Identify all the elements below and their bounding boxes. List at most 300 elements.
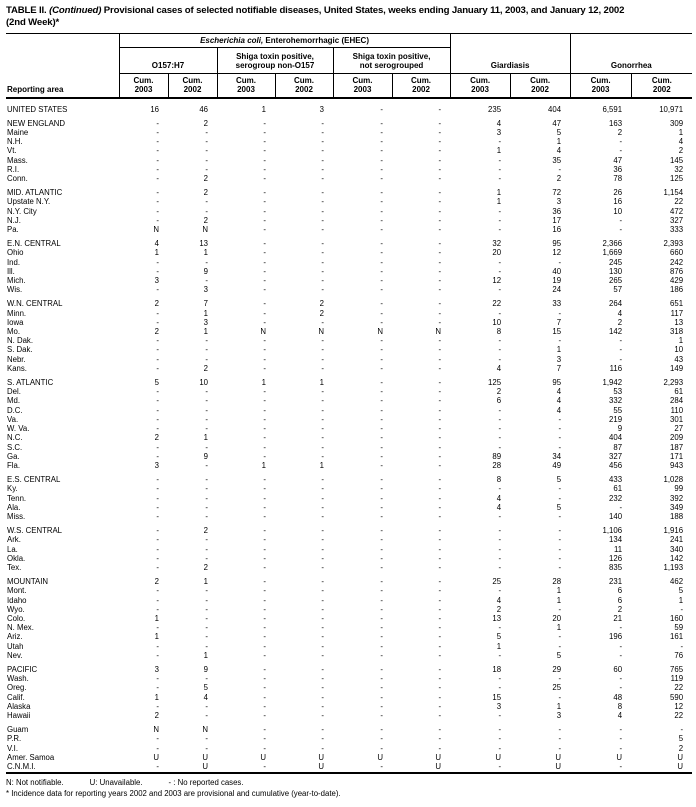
value-cell: - bbox=[380, 225, 383, 235]
value-cell: 25 bbox=[552, 683, 562, 693]
value-cell: - bbox=[498, 562, 502, 572]
value-cell: 2 bbox=[556, 174, 562, 184]
table-row bbox=[6, 299, 692, 308]
value-cell: - bbox=[498, 225, 502, 235]
value-cell: - bbox=[321, 354, 324, 364]
value-cell: - bbox=[558, 743, 562, 753]
value-cell: - bbox=[380, 345, 383, 355]
table-row bbox=[6, 744, 692, 753]
reporting-area-cell: Alaska bbox=[7, 701, 31, 711]
value-cell: 1 bbox=[319, 378, 324, 388]
value-cell: 149 bbox=[670, 363, 684, 373]
reporting-area-cell: N.C. bbox=[7, 433, 23, 443]
value-cell: 2 bbox=[203, 174, 208, 184]
value-cell: - bbox=[263, 155, 266, 165]
table-row bbox=[6, 461, 692, 470]
value-cell: - bbox=[380, 493, 383, 503]
value-cell: - bbox=[438, 683, 442, 693]
value-cell: 145 bbox=[670, 155, 684, 165]
value-cell: - bbox=[498, 553, 502, 563]
value-cell: - bbox=[321, 206, 324, 216]
value-cell: 3 bbox=[319, 104, 324, 114]
subgroup-line1: Shiga toxin positive, bbox=[352, 51, 431, 61]
value-cell: 4 bbox=[496, 493, 502, 503]
value-cell: - bbox=[205, 535, 208, 545]
value-cell: - bbox=[438, 239, 442, 249]
value-cell: - bbox=[380, 692, 383, 702]
value-cell: 2 bbox=[203, 562, 208, 572]
table-row bbox=[6, 216, 692, 225]
value-cell: 4 bbox=[496, 363, 502, 373]
value-cell: - bbox=[438, 475, 442, 485]
value-cell: - bbox=[263, 586, 266, 596]
table-row bbox=[6, 396, 692, 405]
cum-year-header: Cum. 2002 bbox=[631, 73, 692, 98]
table-row bbox=[6, 197, 692, 206]
reporting-area-cell: Conn. bbox=[7, 174, 28, 184]
value-cell: 12 bbox=[552, 248, 562, 258]
value-cell: 12 bbox=[674, 701, 684, 711]
table-row bbox=[6, 258, 692, 267]
value-cell: 6 bbox=[617, 586, 623, 596]
value-cell: - bbox=[498, 285, 502, 295]
value-cell: - bbox=[205, 734, 208, 744]
value-cell: 12 bbox=[492, 276, 502, 286]
value-cell: 6 bbox=[496, 396, 502, 406]
value-cell: U bbox=[275, 762, 333, 773]
value-cell: 9 bbox=[203, 664, 208, 674]
value-cell: 456 bbox=[609, 460, 623, 470]
value-cell: 1 bbox=[556, 345, 562, 355]
table-row bbox=[6, 623, 692, 632]
value-cell: 264 bbox=[609, 299, 623, 309]
value-cell: - bbox=[205, 502, 208, 512]
reporting-area-cell: Mont. bbox=[7, 586, 27, 596]
table-row bbox=[6, 327, 692, 336]
value-cell: - bbox=[380, 405, 383, 415]
value-cell: 21 bbox=[613, 613, 623, 623]
value-cell: 53 bbox=[613, 387, 623, 397]
value-cell: - bbox=[498, 586, 502, 596]
reporting-area-cell: UNITED STATES bbox=[7, 104, 68, 114]
value-cell: - bbox=[263, 276, 266, 286]
value-cell: - bbox=[263, 526, 266, 536]
reporting-area-cell: N.J. bbox=[7, 215, 21, 225]
legend-no-reported-cases: - : No reported cases. bbox=[168, 778, 244, 788]
table-row bbox=[6, 503, 692, 512]
value-cell: - bbox=[156, 553, 159, 563]
value-cell: - bbox=[321, 118, 324, 128]
value-cell: - bbox=[321, 266, 324, 276]
value-cell: 28 bbox=[492, 460, 502, 470]
value-cell: - bbox=[263, 206, 266, 216]
reporting-area-cell: La. bbox=[7, 544, 18, 554]
value-cell: - bbox=[205, 442, 208, 452]
reporting-area-cell: MID. ATLANTIC bbox=[7, 188, 63, 198]
value-cell: - bbox=[438, 484, 442, 494]
value-cell: - bbox=[156, 188, 159, 198]
value-cell: 10,971 bbox=[659, 104, 684, 114]
value-cell: 5 bbox=[496, 632, 502, 642]
value-cell: - bbox=[263, 577, 266, 587]
value-cell: - bbox=[321, 604, 324, 614]
value-cell: U bbox=[495, 752, 502, 762]
value-cell: - bbox=[438, 451, 442, 461]
table-row bbox=[6, 174, 692, 183]
value-cell: - bbox=[619, 725, 623, 735]
value-cell: - bbox=[380, 188, 383, 198]
value-cell: 404 bbox=[609, 433, 623, 443]
legend-not-notifiable: N: Not notifiable. bbox=[6, 778, 64, 788]
value-cell: - bbox=[321, 650, 324, 660]
value-cell: - bbox=[619, 215, 623, 225]
value-cell: - bbox=[498, 544, 502, 554]
value-cell: 1 bbox=[678, 336, 684, 346]
value-cell: - bbox=[321, 683, 324, 693]
value-cell: 765 bbox=[670, 664, 684, 674]
value-cell: - bbox=[321, 734, 324, 744]
value-cell: - bbox=[380, 526, 383, 536]
value-cell: 125 bbox=[670, 174, 684, 184]
reporting-area-cell: Kans. bbox=[7, 363, 27, 373]
value-cell: - bbox=[205, 146, 208, 156]
value-cell: - bbox=[263, 225, 266, 235]
value-cell: 231 bbox=[609, 577, 623, 587]
value-cell: - bbox=[321, 577, 324, 587]
value-cell: U bbox=[435, 752, 442, 762]
table-row bbox=[6, 535, 692, 544]
value-cell: - bbox=[205, 475, 208, 485]
value-cell: 1 bbox=[556, 595, 562, 605]
reporting-area-cell: Colo. bbox=[7, 613, 26, 623]
value-cell: - bbox=[438, 215, 442, 225]
value-cell: 1,028 bbox=[663, 475, 684, 485]
value-cell: 4 bbox=[678, 137, 684, 147]
table-row bbox=[6, 364, 692, 373]
value-cell: - bbox=[156, 650, 159, 660]
value-cell: 43 bbox=[674, 354, 684, 364]
value-cell: - bbox=[156, 674, 159, 684]
value-cell: 2 bbox=[617, 604, 623, 614]
subgroup-line1: Shiga toxin positive, bbox=[236, 51, 314, 61]
value-cell: N bbox=[377, 327, 383, 337]
value-cell: 1 bbox=[203, 650, 208, 660]
legend-unavailable: U: Unavailable. bbox=[89, 778, 143, 788]
value-cell: - bbox=[321, 632, 324, 642]
table-row bbox=[6, 642, 692, 651]
value-cell: - bbox=[380, 424, 383, 434]
value-cell: - bbox=[438, 257, 442, 267]
value-cell: U bbox=[260, 752, 266, 762]
value-cell: 33 bbox=[552, 299, 562, 309]
value-cell: 1 bbox=[203, 248, 208, 258]
value-cell: 433 bbox=[609, 475, 623, 485]
reporting-area-cell: N. Mex. bbox=[7, 623, 34, 633]
value-cell: 13 bbox=[674, 317, 684, 327]
value-cell: - bbox=[380, 396, 383, 406]
value-cell: - bbox=[321, 225, 324, 235]
reporting-area-cell: Md. bbox=[7, 396, 20, 406]
value-cell: - bbox=[263, 174, 266, 184]
value-cell: - bbox=[558, 725, 562, 735]
reporting-area-cell: S. Dak. bbox=[7, 345, 33, 355]
value-cell: - bbox=[205, 276, 208, 286]
value-cell: 660 bbox=[670, 248, 684, 258]
value-cell: - bbox=[498, 405, 502, 415]
value-cell: 59 bbox=[674, 623, 684, 633]
value-cell: 16 bbox=[150, 104, 159, 114]
value-cell: 61 bbox=[674, 387, 684, 397]
value-cell: - bbox=[619, 146, 623, 156]
value-cell: 36 bbox=[613, 164, 623, 174]
value-cell: - bbox=[438, 595, 442, 605]
value-cell: - bbox=[156, 197, 159, 207]
value-cell: - bbox=[619, 683, 623, 693]
value-cell: 140 bbox=[609, 511, 623, 521]
reporting-area-cell: Idaho bbox=[7, 595, 27, 605]
reporting-area-cell: R.I. bbox=[7, 164, 20, 174]
value-cell: - bbox=[263, 299, 266, 309]
value-cell: - bbox=[263, 188, 266, 198]
value-cell: 24 bbox=[552, 285, 562, 295]
value-cell: 2,293 bbox=[663, 378, 684, 388]
value-cell: - bbox=[321, 692, 324, 702]
value-cell: 1,942 bbox=[602, 378, 623, 388]
value-cell: 48 bbox=[613, 692, 623, 702]
value-cell: - bbox=[263, 641, 266, 651]
value-cell: - bbox=[438, 128, 442, 137]
value-cell: - bbox=[558, 604, 562, 614]
value-cell: 3 bbox=[496, 701, 502, 711]
value-cell: - bbox=[558, 493, 562, 503]
value-cell: - bbox=[205, 553, 208, 563]
value-cell: 57 bbox=[613, 285, 623, 295]
table-row bbox=[6, 137, 692, 146]
value-cell: 3 bbox=[556, 710, 562, 720]
page-title-line2: (2nd Week)* bbox=[6, 16, 60, 28]
value-cell: 1 bbox=[556, 137, 562, 147]
value-cell: - bbox=[205, 164, 208, 174]
value-cell: - bbox=[263, 239, 266, 249]
value-cell: 309 bbox=[670, 118, 684, 128]
value-cell: - bbox=[380, 118, 383, 128]
value-cell: 327 bbox=[670, 215, 684, 225]
table-row bbox=[6, 693, 692, 702]
value-cell: - bbox=[321, 442, 324, 452]
value-cell: - bbox=[156, 683, 159, 693]
value-cell: N bbox=[318, 327, 324, 337]
table-row bbox=[6, 545, 692, 554]
value-cell: 349 bbox=[670, 502, 684, 512]
table-row bbox=[6, 128, 692, 137]
value-cell: 1 bbox=[261, 460, 266, 470]
value-cell: - bbox=[156, 502, 159, 512]
value-cell: - bbox=[156, 155, 159, 165]
value-cell: - bbox=[619, 345, 623, 355]
value-cell: - bbox=[263, 692, 266, 702]
value-cell: - bbox=[438, 225, 442, 235]
table-row bbox=[6, 563, 692, 572]
value-cell: - bbox=[205, 405, 208, 415]
value-cell: - bbox=[205, 387, 208, 397]
value-cell: - bbox=[263, 387, 266, 397]
value-cell: - bbox=[438, 692, 442, 702]
value-cell: 219 bbox=[609, 414, 623, 424]
reporting-area-cell: Oreg. bbox=[7, 683, 27, 693]
value-cell: - bbox=[321, 276, 324, 286]
value-cell: - bbox=[558, 336, 562, 346]
gonorrhea-header: Gonorrhea bbox=[570, 33, 692, 73]
value-cell: - bbox=[156, 336, 159, 346]
value-cell: - bbox=[680, 641, 684, 651]
value-cell: - bbox=[156, 511, 159, 521]
value-cell: 1 bbox=[203, 433, 208, 443]
value-cell: - bbox=[558, 674, 562, 684]
value-cell: - bbox=[156, 424, 159, 434]
value-cell: 3 bbox=[154, 276, 159, 286]
value-cell: - bbox=[498, 526, 502, 536]
value-cell: 19 bbox=[552, 276, 562, 286]
reporting-area-cell: Wyo. bbox=[7, 604, 25, 614]
value-cell: 130 bbox=[609, 266, 623, 276]
value-cell: 110 bbox=[670, 405, 684, 415]
value-cell: N bbox=[202, 725, 208, 735]
reporting-area-cell: Maine bbox=[7, 128, 29, 137]
value-cell: - bbox=[217, 762, 275, 773]
value-cell: - bbox=[498, 336, 502, 346]
value-cell: - bbox=[498, 155, 502, 165]
value-cell: - bbox=[380, 266, 383, 276]
value-cell: - bbox=[438, 701, 442, 711]
value-cell: - bbox=[380, 553, 383, 563]
table-row bbox=[6, 318, 692, 327]
reporting-area-cell: Ga. bbox=[7, 451, 20, 461]
value-cell: - bbox=[205, 595, 208, 605]
value-cell: - bbox=[380, 613, 383, 623]
value-cell: - bbox=[680, 604, 684, 614]
table-row bbox=[6, 355, 692, 364]
value-cell: N bbox=[435, 327, 442, 337]
value-cell: - bbox=[498, 433, 502, 443]
value-cell: - bbox=[321, 146, 324, 156]
value-cell: 1 bbox=[496, 188, 502, 198]
value-cell: U bbox=[202, 752, 208, 762]
value-cell: 15 bbox=[492, 692, 502, 702]
value-cell: - bbox=[156, 118, 159, 128]
value-cell: - bbox=[558, 442, 562, 452]
value-cell: - bbox=[321, 511, 324, 521]
value-cell: - bbox=[619, 674, 623, 684]
value-cell: - bbox=[558, 308, 562, 318]
value-cell: - bbox=[380, 215, 383, 225]
value-cell: - bbox=[205, 484, 208, 494]
cum-year-header: Cum. 2003 bbox=[217, 73, 275, 98]
value-cell: U bbox=[677, 752, 684, 762]
value-cell: 340 bbox=[670, 544, 684, 554]
value-cell: 1 bbox=[496, 641, 502, 651]
value-cell: - bbox=[156, 146, 159, 156]
value-cell: - bbox=[380, 137, 383, 147]
value-cell: - bbox=[438, 308, 442, 318]
value-cell: - bbox=[156, 493, 159, 503]
value-cell: - bbox=[263, 632, 266, 642]
value-cell: - bbox=[438, 363, 442, 373]
value-cell: 8 bbox=[617, 701, 623, 711]
value-cell: - bbox=[263, 664, 266, 674]
value-cell: 160 bbox=[670, 613, 684, 623]
table-row bbox=[6, 443, 692, 452]
reporting-area-cell: Mo. bbox=[7, 327, 20, 337]
value-cell: 4 bbox=[556, 396, 562, 406]
value-cell: - bbox=[263, 734, 266, 744]
value-cell: 1,154 bbox=[663, 188, 684, 198]
value-cell: 32 bbox=[674, 164, 684, 174]
table-row bbox=[6, 753, 692, 762]
value-cell: - bbox=[438, 553, 442, 563]
value-cell: 2,393 bbox=[663, 239, 684, 249]
value-cell: - bbox=[438, 650, 442, 660]
value-cell: - bbox=[380, 484, 383, 494]
reporting-area-cell: Ala. bbox=[7, 502, 21, 512]
value-cell: 7 bbox=[203, 299, 208, 309]
group-header-row bbox=[6, 33, 692, 47]
value-cell: 161 bbox=[670, 632, 684, 642]
value-cell: - bbox=[156, 414, 159, 424]
value-cell: - bbox=[619, 641, 623, 651]
reporting-area-cell: PACIFIC bbox=[7, 664, 38, 674]
value-cell: - bbox=[321, 164, 324, 174]
value-cell: 7 bbox=[556, 363, 562, 373]
value-cell: 876 bbox=[670, 266, 684, 276]
page-title bbox=[6, 5, 692, 17]
value-cell: - bbox=[498, 424, 502, 434]
value-cell: - bbox=[263, 433, 266, 443]
value-cell: U bbox=[392, 762, 450, 773]
value-cell: U bbox=[631, 762, 692, 773]
value-cell: 301 bbox=[670, 414, 684, 424]
value-cell: - bbox=[263, 396, 266, 406]
value-cell: 186 bbox=[670, 285, 684, 295]
value-cell: - bbox=[558, 734, 562, 744]
cum-year-header: Cum. 2002 bbox=[510, 73, 570, 98]
value-cell: - bbox=[263, 623, 266, 633]
value-cell: 22 bbox=[674, 683, 684, 693]
value-cell: - bbox=[380, 354, 383, 364]
value-cell: 4 bbox=[496, 502, 502, 512]
value-cell: - bbox=[498, 354, 502, 364]
value-cell: - bbox=[438, 174, 442, 184]
table-row bbox=[6, 387, 692, 396]
value-cell: - bbox=[263, 562, 266, 572]
cum-year-header: Cum. 2002 bbox=[275, 73, 333, 98]
table-row bbox=[6, 605, 692, 614]
value-cell: - bbox=[438, 155, 442, 165]
value-cell: - bbox=[263, 484, 266, 494]
table-row bbox=[6, 554, 692, 563]
value-cell: - bbox=[263, 442, 266, 452]
value-cell: U bbox=[377, 752, 383, 762]
value-cell: - bbox=[321, 137, 324, 147]
value-cell: 1 bbox=[496, 146, 502, 156]
value-cell: - bbox=[321, 701, 324, 711]
value-cell: - bbox=[438, 502, 442, 512]
reporting-area-cell: Ariz. bbox=[7, 632, 23, 642]
value-cell: - bbox=[380, 174, 383, 184]
value-cell: - bbox=[321, 526, 324, 536]
value-cell: - bbox=[263, 725, 266, 735]
value-cell: - bbox=[558, 257, 562, 267]
value-cell: - bbox=[438, 248, 442, 258]
